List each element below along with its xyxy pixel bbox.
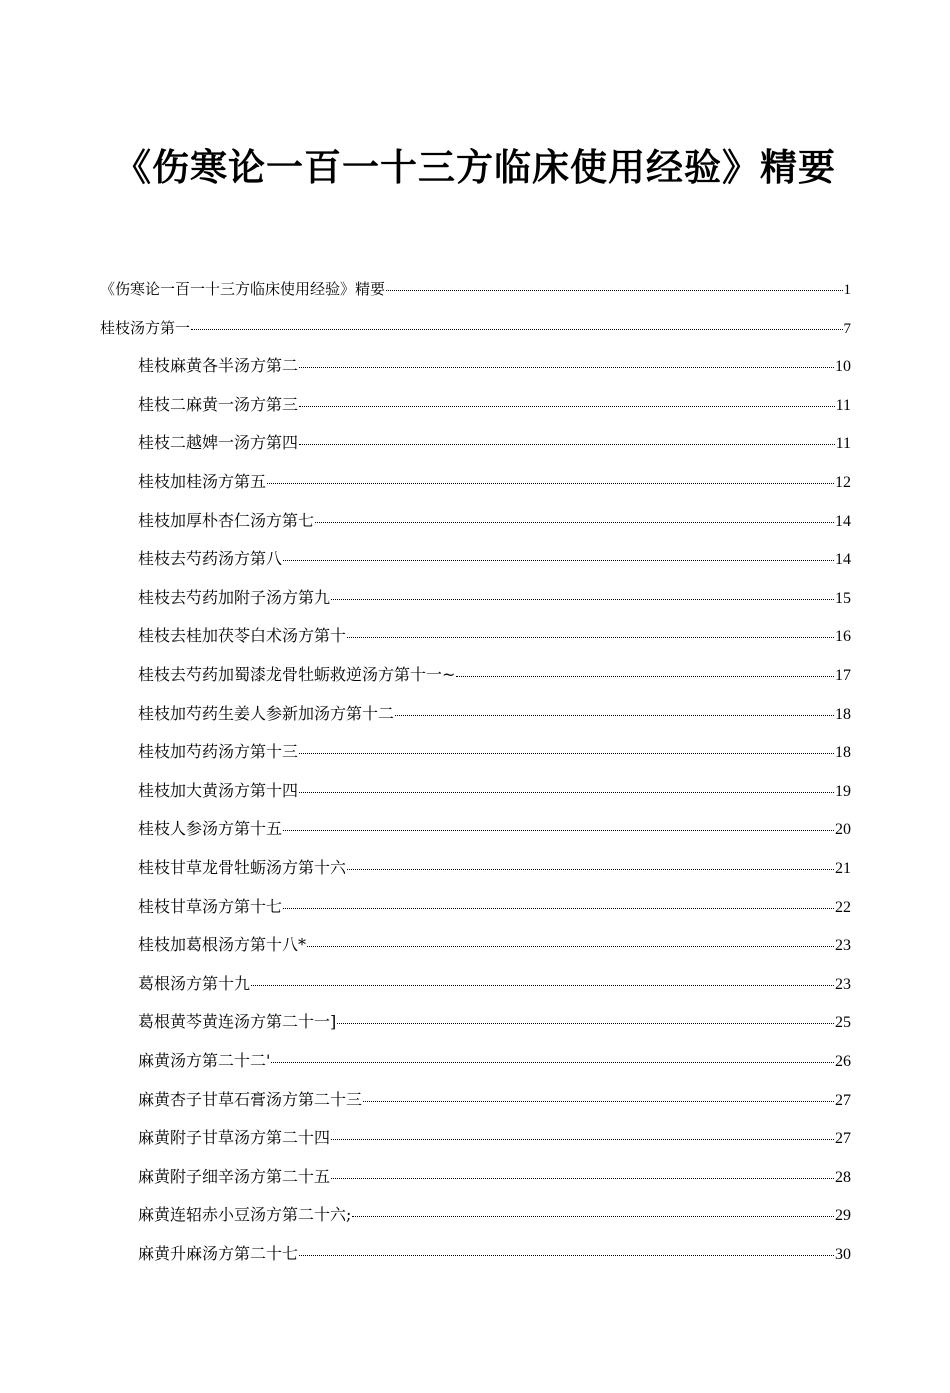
- toc-dot-leader: [191, 329, 842, 330]
- toc-entry[interactable]: [100, 309, 851, 347]
- toc-dot-leader: [283, 830, 834, 831]
- toc-entry-title: 桂枝甘草龙骨牡蛎汤方第十六: [138, 858, 347, 877]
- toc-dot-leader: [271, 1062, 834, 1063]
- toc-entry-page-number: 7: [843, 320, 851, 337]
- toc-entry[interactable]: [138, 733, 851, 771]
- toc-dot-leader: [363, 1101, 834, 1102]
- toc-entry[interactable]: [138, 347, 851, 385]
- toc-dot-leader: [283, 908, 834, 909]
- toc-entry[interactable]: [138, 965, 851, 1003]
- toc-entry[interactable]: [138, 386, 851, 424]
- toc-entry-title: 桂枝加大黄汤方第十四: [138, 780, 299, 800]
- toc-entry-page-number: 29: [835, 1207, 851, 1225]
- toc-dot-leader: [386, 290, 842, 291]
- toc-dot-leader: [331, 1178, 834, 1179]
- toc-entry[interactable]: [138, 926, 851, 964]
- toc-entry[interactable]: [138, 540, 851, 578]
- toc-entry-page-number: 27: [835, 1130, 851, 1148]
- toc-entry-title: 桂枝二越婢一汤方第四: [138, 433, 299, 453]
- toc-entry-page-number: 12: [835, 474, 851, 491]
- toc-entry-page-number: 1: [843, 282, 851, 298]
- toc-entry[interactable]: [138, 502, 851, 540]
- toc-entry-page-number: 15: [835, 589, 851, 607]
- toc-entry[interactable]: [138, 1042, 851, 1080]
- toc-entry-page-number: 11: [835, 396, 851, 414]
- toc-dot-leader: [299, 1255, 834, 1256]
- toc-entry-title: 桂枝汤方第一: [100, 318, 191, 337]
- toc-entry[interactable]: [138, 888, 851, 926]
- toc-entry-title: 麻黄附子甘草汤方第二十四: [138, 1128, 331, 1148]
- toc-entry-title: 《伤寒论一百一十三方临床使用经验》精要: [100, 280, 386, 298]
- toc-dot-leader: [347, 637, 834, 638]
- toc-entry-page-number: 23: [835, 975, 851, 993]
- toc-entry-title: 桂枝加葛根汤方第十八*: [138, 935, 307, 955]
- toc-entry-title: 桂枝人参汤方第十五: [138, 819, 283, 839]
- toc-entry[interactable]: [138, 1081, 851, 1119]
- toc-entry-title: 麻黄连轺赤小豆汤方第二十六;: [138, 1205, 352, 1225]
- toc-dot-leader: [299, 792, 834, 793]
- toc-entry-page-number: 11: [835, 435, 851, 453]
- toc-dot-leader: [299, 406, 835, 407]
- toc-entry-page-number: 27: [835, 1091, 851, 1109]
- toc-entry-title: 麻黄汤方第二十二': [138, 1051, 271, 1070]
- toc-entry-page-number: 14: [835, 551, 851, 569]
- toc-entry-page-number: 16: [835, 628, 851, 646]
- toc-dot-leader: [299, 367, 834, 368]
- toc-entry-title: 桂枝麻黄各半汤方第二: [138, 356, 299, 376]
- toc-dot-leader: [331, 1139, 834, 1140]
- document-title: 《伤寒论一百一十三方临床使用经验》精要: [114, 146, 836, 189]
- toc-entry[interactable]: [138, 772, 851, 810]
- toc-entry-page-number: 28: [835, 1168, 851, 1186]
- toc-entry-title: 桂枝加芍药汤方第十三: [138, 742, 299, 762]
- toc-dot-leader: [395, 715, 834, 716]
- toc-entry-title: 葛根汤方第十九: [138, 973, 251, 993]
- toc-entry-title: 麻黄升麻汤方第二十七: [138, 1244, 299, 1263]
- toc-entry-page-number: 14: [835, 512, 851, 530]
- toc-dot-leader: [267, 483, 834, 484]
- toc-dot-leader: [347, 869, 834, 870]
- toc-entry[interactable]: [100, 270, 851, 308]
- toc-entry-page-number: 26: [835, 1053, 851, 1070]
- toc-dot-leader: [456, 676, 834, 677]
- toc-entry-title: 葛根黄芩黄连汤方第二十一]: [138, 1012, 337, 1032]
- toc-entry-page-number: 18: [835, 744, 851, 762]
- toc-entry-title: 桂枝去芍药加附子汤方第九: [138, 587, 331, 607]
- toc-entry-title: 桂枝去芍药加蜀漆龙骨牡蛎救逆汤方第十一~: [138, 665, 456, 684]
- toc-entry-title: 桂枝加桂汤方第五: [138, 472, 267, 491]
- toc-entry-title: 桂枝甘草汤方第十七: [138, 896, 283, 916]
- toc-entry[interactable]: [138, 617, 851, 655]
- toc-entry-title: 桂枝加芍药生姜人参新加汤方第十二: [138, 703, 395, 723]
- toc-dot-leader: [299, 753, 834, 754]
- toc-entry[interactable]: [138, 656, 851, 694]
- toc-entry[interactable]: [138, 579, 851, 617]
- toc-entry-page-number: 21: [835, 860, 851, 877]
- toc-entry[interactable]: [138, 1158, 851, 1196]
- toc-entry-page-number: 18: [835, 705, 851, 723]
- toc-entry[interactable]: [138, 1235, 851, 1273]
- toc-entry[interactable]: [138, 1119, 851, 1157]
- toc-entry-title: 桂枝去桂加茯苓白术汤方第十: [138, 626, 347, 646]
- toc-dot-leader: [352, 1216, 834, 1217]
- toc-dot-leader: [251, 985, 834, 986]
- toc-entry-title: 桂枝去芍药汤方第八: [138, 549, 283, 569]
- toc-dot-leader: [337, 1023, 834, 1024]
- toc-entry[interactable]: [138, 1003, 851, 1041]
- toc-entry-page-number: 23: [835, 937, 851, 955]
- toc-entry-title: 桂枝加厚朴杏仁汤方第七: [138, 510, 315, 530]
- toc-entry-page-number: 30: [835, 1246, 851, 1263]
- toc-entry[interactable]: [138, 810, 851, 848]
- toc-dot-leader: [283, 560, 834, 561]
- toc-entry-title: 桂枝二麻黄一汤方第三: [138, 394, 299, 414]
- toc-dot-leader: [331, 599, 834, 600]
- toc-entry[interactable]: [138, 1196, 851, 1234]
- toc-entry[interactable]: [138, 424, 851, 462]
- toc-entry-page-number: 20: [835, 821, 851, 839]
- toc-entry-title: 麻黄杏子甘草石膏汤方第二十三: [138, 1089, 363, 1109]
- toc-entry-title: 麻黄附子细辛汤方第二十五: [138, 1166, 331, 1186]
- toc-entry[interactable]: [138, 849, 851, 887]
- toc-entry-page-number: 25: [835, 1014, 851, 1032]
- toc-entry-page-number: 22: [835, 898, 851, 916]
- toc-entry[interactable]: [138, 463, 851, 501]
- toc-dot-leader: [307, 946, 834, 947]
- toc-dot-leader: [315, 522, 834, 523]
- toc-entry-page-number: 19: [835, 782, 851, 800]
- toc-entry[interactable]: [138, 695, 851, 733]
- toc-entry-page-number: 10: [835, 358, 851, 376]
- toc-dot-leader: [299, 444, 835, 445]
- toc-entry-page-number: 17: [835, 667, 851, 684]
